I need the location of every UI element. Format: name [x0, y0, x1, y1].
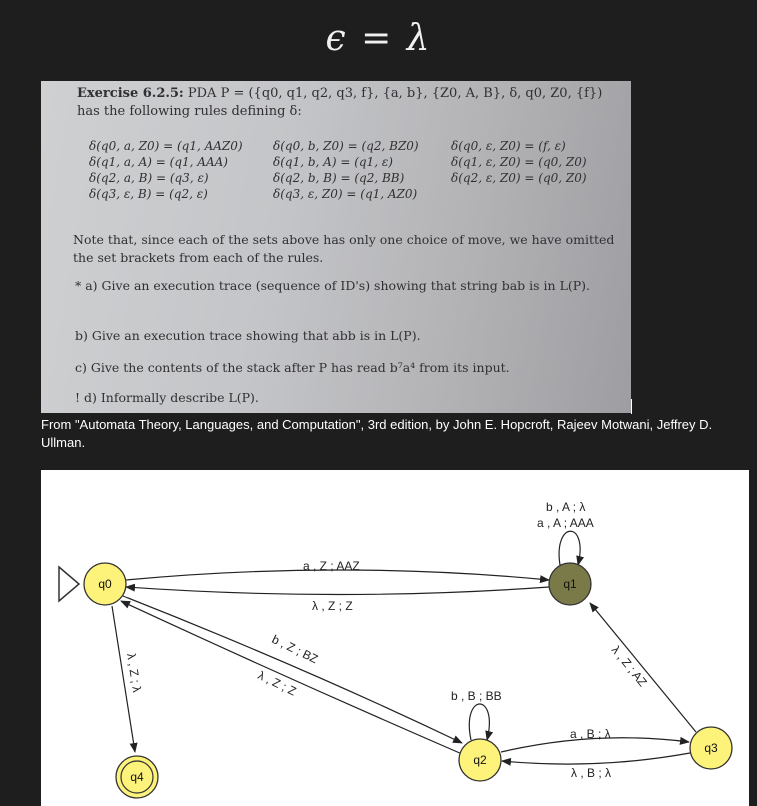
rule: δ(q3, ε, B) = (q2, ε)	[89, 187, 208, 201]
pda-diagram-svg	[41, 470, 749, 806]
label-q0-q1: a , Z ; AAZ	[303, 559, 360, 573]
label-q2-q0: λ , Z ; Z	[255, 668, 299, 699]
exercise-title	[77, 85, 627, 121]
label-q2-loop: b , B ; BB	[451, 689, 502, 703]
rule: δ(q2, a, B) = (q3, ε)	[89, 171, 209, 185]
edge-q1-loop	[559, 531, 580, 565]
edge-q2-q0	[121, 601, 462, 754]
state-q3[interactable]	[690, 727, 732, 769]
edge-q0-q2	[123, 596, 462, 743]
edge-q1-q0	[126, 587, 549, 595]
label-q2-q3: a , B ; λ	[570, 727, 611, 741]
label-q3-q2: λ , B ; λ	[571, 766, 612, 780]
label-q3-q1: λ , Z ; AZ	[608, 643, 650, 690]
textbook-photo	[41, 81, 631, 413]
label-q1-loop-bottom: a , A ; AAA	[537, 516, 594, 530]
state-q0-label: q0	[98, 577, 112, 591]
rule: δ(q2, ε, Z0) = (q0, Z0)	[451, 171, 587, 185]
state-q4-label: q4	[130, 770, 144, 784]
source-caption: From "Automata Theory, Languages, and Computation", 3rd edition, by John E. Hopcroft, Rajeev Motwani, Jeffrey D. Ullman.	[41, 417, 713, 450]
question-a: * a) Give an execution trace (sequence of ID's) showing that string bab is in L(P).	[75, 278, 591, 293]
rule: δ(q3, ε, Z0) = (q1, AZ0)	[273, 187, 418, 201]
rule: δ(q1, a, A) = (q1, AAA)	[89, 155, 228, 169]
question-d: ! d) Informally describe L(P).	[75, 390, 259, 405]
rule: δ(q1, b, A) = (q1, ε)	[273, 155, 393, 169]
state-q1[interactable]	[549, 563, 591, 605]
edge-q2-loop	[469, 704, 489, 740]
label-q0-q2: b , Z ; BZ	[269, 632, 321, 667]
text-cursor	[631, 399, 632, 414]
edge-q3-q2	[502, 753, 690, 764]
label-q0-q4: λ , Z ; λ	[124, 652, 145, 694]
exercise-note: Note that, since each of the sets above has only one choice of move, we have omitted the set brackets from each of the rules.	[73, 232, 615, 265]
rule: δ(q1, ε, Z0) = (q0, Z0)	[451, 155, 587, 169]
state-q4-accepting[interactable]	[116, 756, 158, 798]
state-q3-label: q3	[704, 741, 718, 755]
state-q1-label: q1	[563, 577, 577, 591]
state-q2-label: q2	[473, 753, 487, 767]
equation-heading: ϵ = λ	[325, 18, 432, 59]
pda-diagram	[41, 470, 749, 806]
start-arrow-icon	[59, 567, 79, 601]
question-c: c) Give the contents of the stack after P has read b⁷a⁴ from its input.	[75, 360, 510, 375]
question-b: b) Give an execution trace showing that abb is in L(P).	[75, 328, 421, 343]
rule: δ(q0, a, Z0) = (q1, AAZ0)	[89, 139, 243, 153]
exercise-definition: PDA P = ({q0, q1, q2, q3, f}, {a, b}, {Z0, A, B}, δ, q0, Z0, {f})	[187, 86, 603, 101]
label-q1-loop-top: b , A ; λ	[546, 500, 586, 514]
exercise-subtitle: has the following rules defining δ:	[77, 104, 302, 119]
state-q2[interactable]	[459, 739, 501, 781]
edge-q3-q1	[590, 603, 696, 732]
label-q1-q0: λ , Z ; Z	[312, 599, 353, 613]
state-q0[interactable]	[84, 563, 126, 605]
rule: δ(q0, ε, Z0) = (f, ε)	[451, 139, 566, 153]
rule: δ(q2, b, B) = (q2, BB)	[273, 171, 405, 185]
exercise-number: Exercise 6.2.5:	[77, 86, 184, 101]
rule: δ(q0, b, Z0) = (q2, BZ0)	[273, 139, 419, 153]
